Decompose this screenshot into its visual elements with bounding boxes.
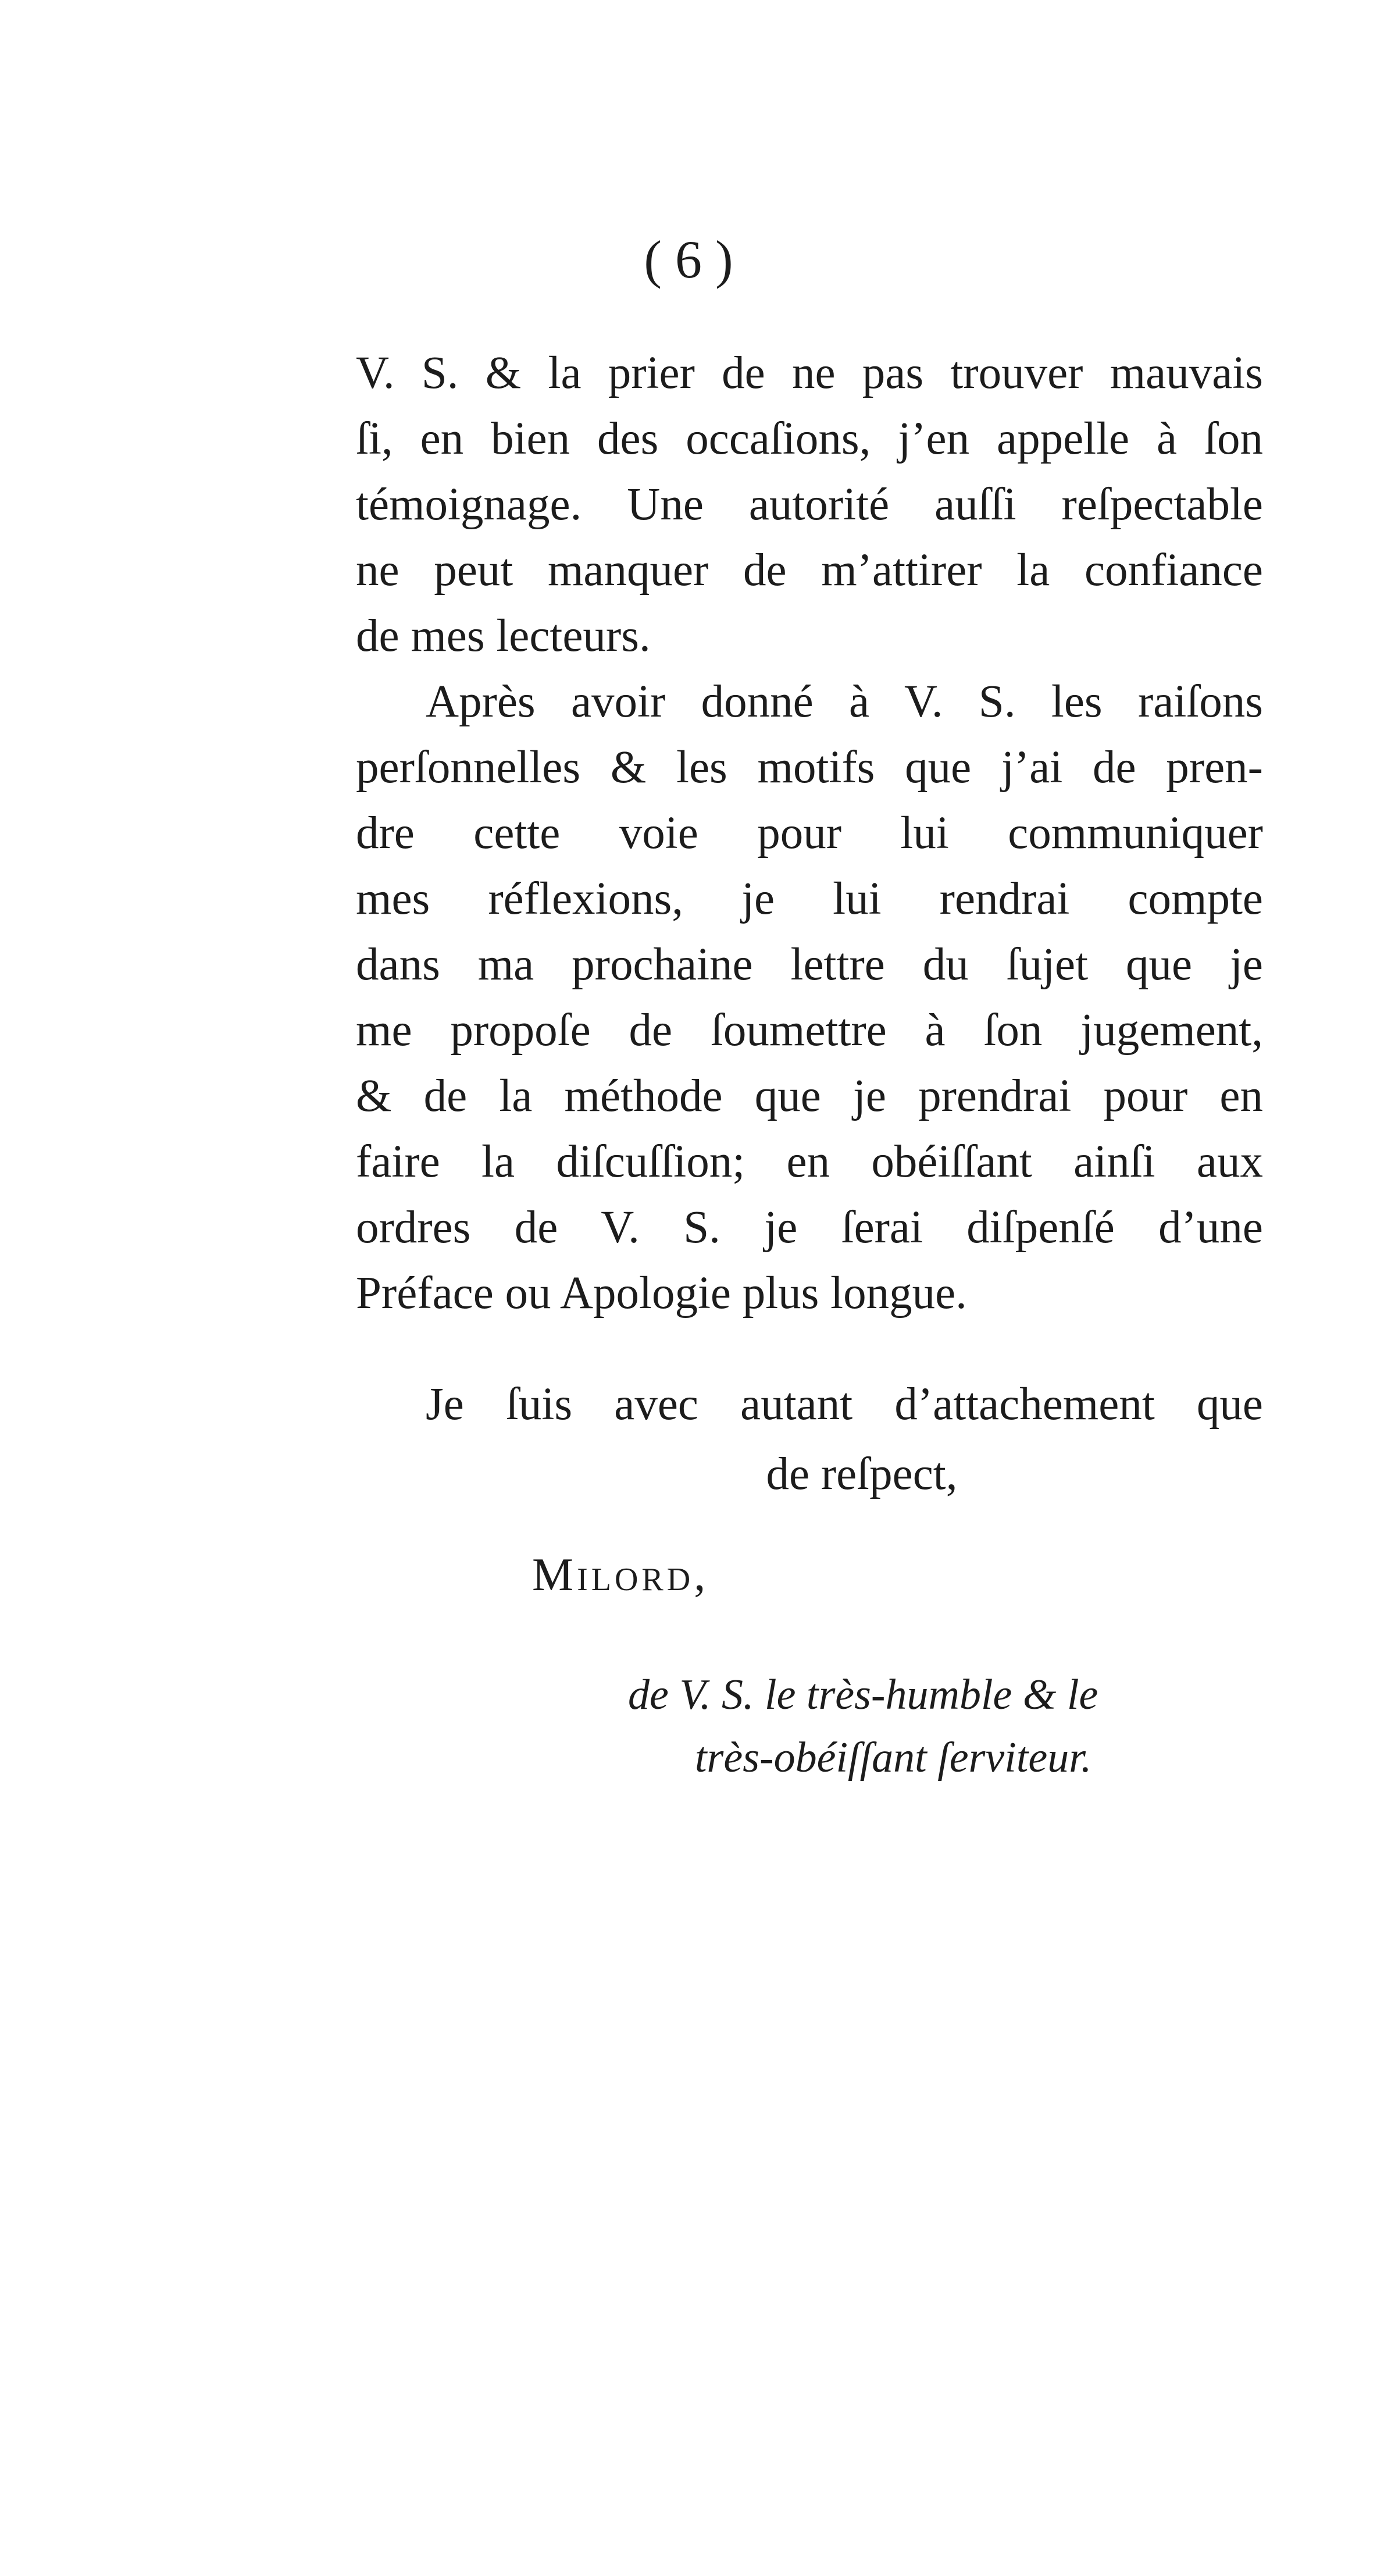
body-line: mes réflexions, je lui rendrai compte <box>356 874 1263 924</box>
closing-line: Je ſuis avec autant d’attachement que <box>426 1379 1263 1430</box>
body-line: ordres de V. S. je ſerai diſpenſé d’une <box>356 1202 1263 1253</box>
body-line: dre cette voie pour lui communiquer <box>356 808 1263 858</box>
body-line: témoignage. Une autorité auſſi reſpectable <box>356 479 1263 530</box>
body-line: Après avoir donné à V. S. les raiſons <box>426 676 1263 727</box>
body-line: Préface ou Apologie plus longue. <box>356 1268 967 1319</box>
body-line: faire la diſcuſſion; en obéiſſant ainſi aux <box>356 1136 1263 1187</box>
signature-line: de V. S. le très-humble & le <box>628 1671 1098 1719</box>
page-number: ( 6 ) <box>644 230 733 289</box>
closing-formula <box>356 1370 1263 1509</box>
signature <box>628 1663 1268 1789</box>
salutation: Milord, <box>532 1549 709 1601</box>
body-line: ne peut manquer de m’attirer la confiance <box>356 545 1263 596</box>
signature-line: très-obéiſſant ſerviteur. <box>695 1734 1092 1782</box>
body-line: V. S. & la prier de ne pas trouver mauvais <box>356 348 1263 398</box>
body-line: me propoſe de ſoumettre à ſon jugement, <box>356 1005 1263 1056</box>
closing-line: de reſpect, <box>766 1449 958 1499</box>
body-line: dans ma prochaine lettre du ſujet que je <box>356 939 1263 990</box>
body-line: perſonnelles & les motifs que j’ai de pren- <box>356 742 1263 793</box>
body-line: de mes lecteurs. <box>356 611 651 661</box>
letter-body <box>356 340 1263 1326</box>
body-line: & de la méthode que je prendrai pour en <box>356 1071 1263 1121</box>
body-line: ſi, en bien des occaſions, j’en appelle à ſon <box>356 414 1263 464</box>
